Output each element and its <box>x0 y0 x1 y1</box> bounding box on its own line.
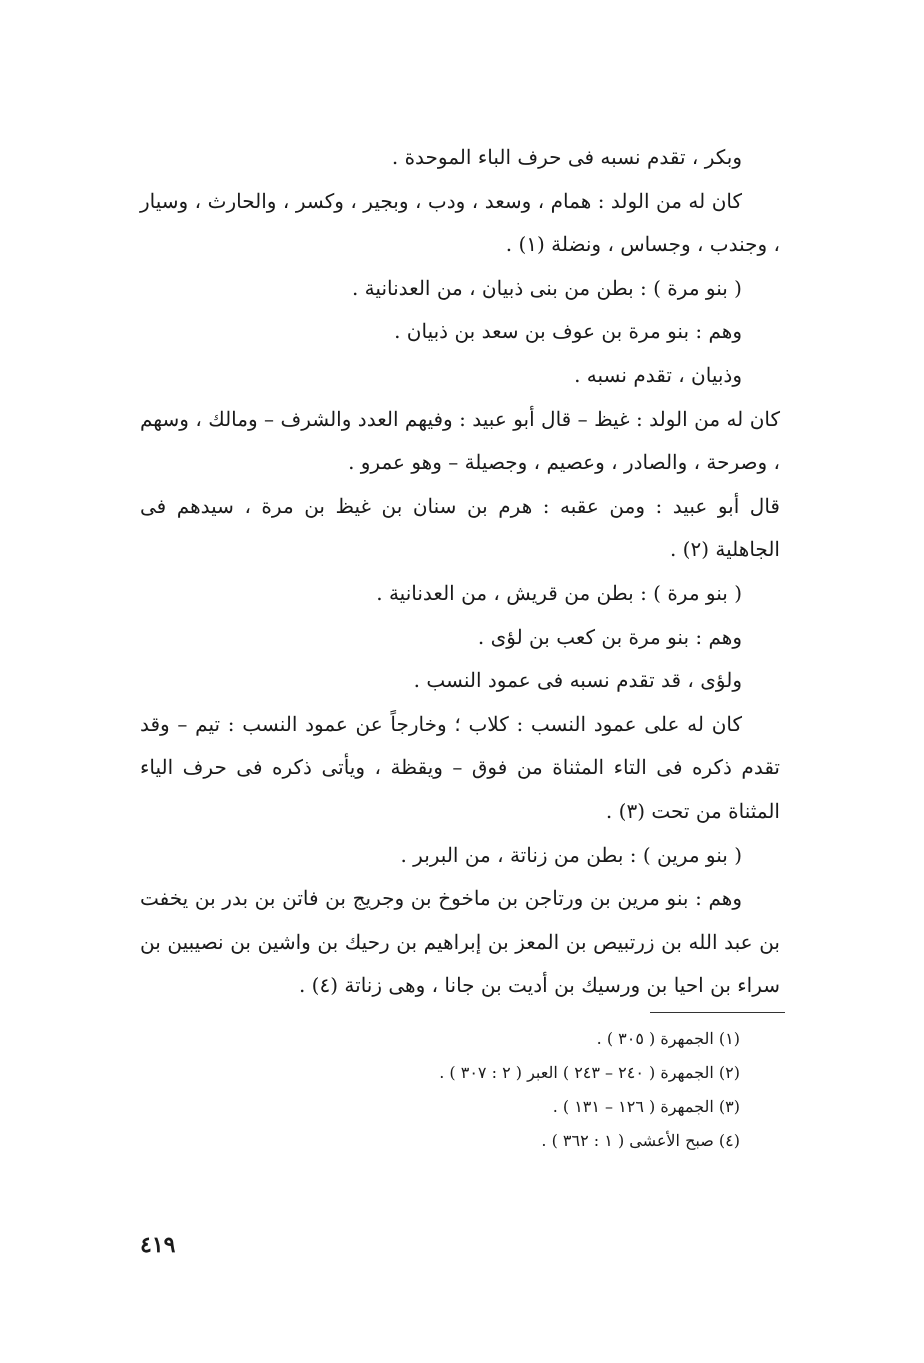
page-number: ٤١٩ <box>140 1232 176 1258</box>
paragraph-11: كان له على عمود النسب : كلاب ؛ وخارجاً عن عمود النسب : تيم – وقد تقدم ذكره فى التاء المثناة من فوق – ويقظة ، ويأتى ذكره فى حرف الياء المثناة من تحت (٣) . <box>140 711 781 823</box>
footnote-divider <box>650 1012 785 1013</box>
paragraph-6: كان له من الولد : غيظ – قال أبو عبيد : وفيهم العدد والشرف – ومالك ، وسهم ، وصرحة ، والصادر ، وعصيم ، وجصيلة – وهو عمرو . <box>140 406 780 475</box>
main-text <box>140 136 780 1008</box>
paragraph-7: قال أبو عبيد : ومن عقبه : هرم بن سنان بن غيظ بن مرة ، سيدهم فى الجاهلية (٢) . <box>140 493 780 562</box>
paragraph-12: ( بنو مرين ) : بطن من زناتة ، من البربر . <box>400 842 742 867</box>
paragraph-13: وهم : بنو مرين بن ورتاجن بن ماخوخ بن وجريج بن فاتن بن بدر بن يخفت بن عبد الله بن زرتبيص بن المعز بن إبراهيم بن رحيك بن واشين بن نصيبين بن سراء بن احيا بن ورسيك بن أديت بن جانا ، وهى زناتة (٤) . <box>140 886 780 998</box>
footnote-1: (١) الجمهرة ( ٣٠٥ ) . <box>596 1029 740 1048</box>
footnote-4: (٤) صبح الأعشى ( ١ : ٣٦٢ ) . <box>541 1131 740 1150</box>
paragraph-3: ( بنو مرة ) : بطن من بنى ذبيان ، من العدنانية . <box>351 275 742 300</box>
paragraph-9: وهم : بنو مرة بن كعب بن لؤى . <box>477 624 742 649</box>
paragraph-1: وبكر ، تقدم نسبه فى حرف الباء الموحدة . <box>391 145 742 169</box>
paragraph-5: وذبيان ، تقدم نسبه . <box>574 362 742 387</box>
paragraph-8: ( بنو مرة ) : بطن من قريش ، من العدنانية . <box>376 580 742 605</box>
footnote-2: (٢) الجمهرة ( ٢٤٠ – ٢٤٣ ) العبر ( ٢ : ٣٠٧ ) . <box>439 1063 740 1082</box>
paragraph-10: ولؤى ، قد تقدم نسبه فى عمود النسب . <box>413 668 742 693</box>
footnote-3: (٣) الجمهرة ( ١٢٦ – ١٣١ ) . <box>552 1097 740 1116</box>
footnotes <box>300 1022 740 1158</box>
paragraph-4: وهم : بنو مرة بن عوف بن سعد بن ذبيان . <box>394 319 742 344</box>
paragraph-2: كان له من الولد : همام ، وسعد ، ودب ، وبجير ، وكسر ، والحارث ، وسيار ، وجندب ، وجساس ، ونضلة (١) . <box>140 188 780 257</box>
